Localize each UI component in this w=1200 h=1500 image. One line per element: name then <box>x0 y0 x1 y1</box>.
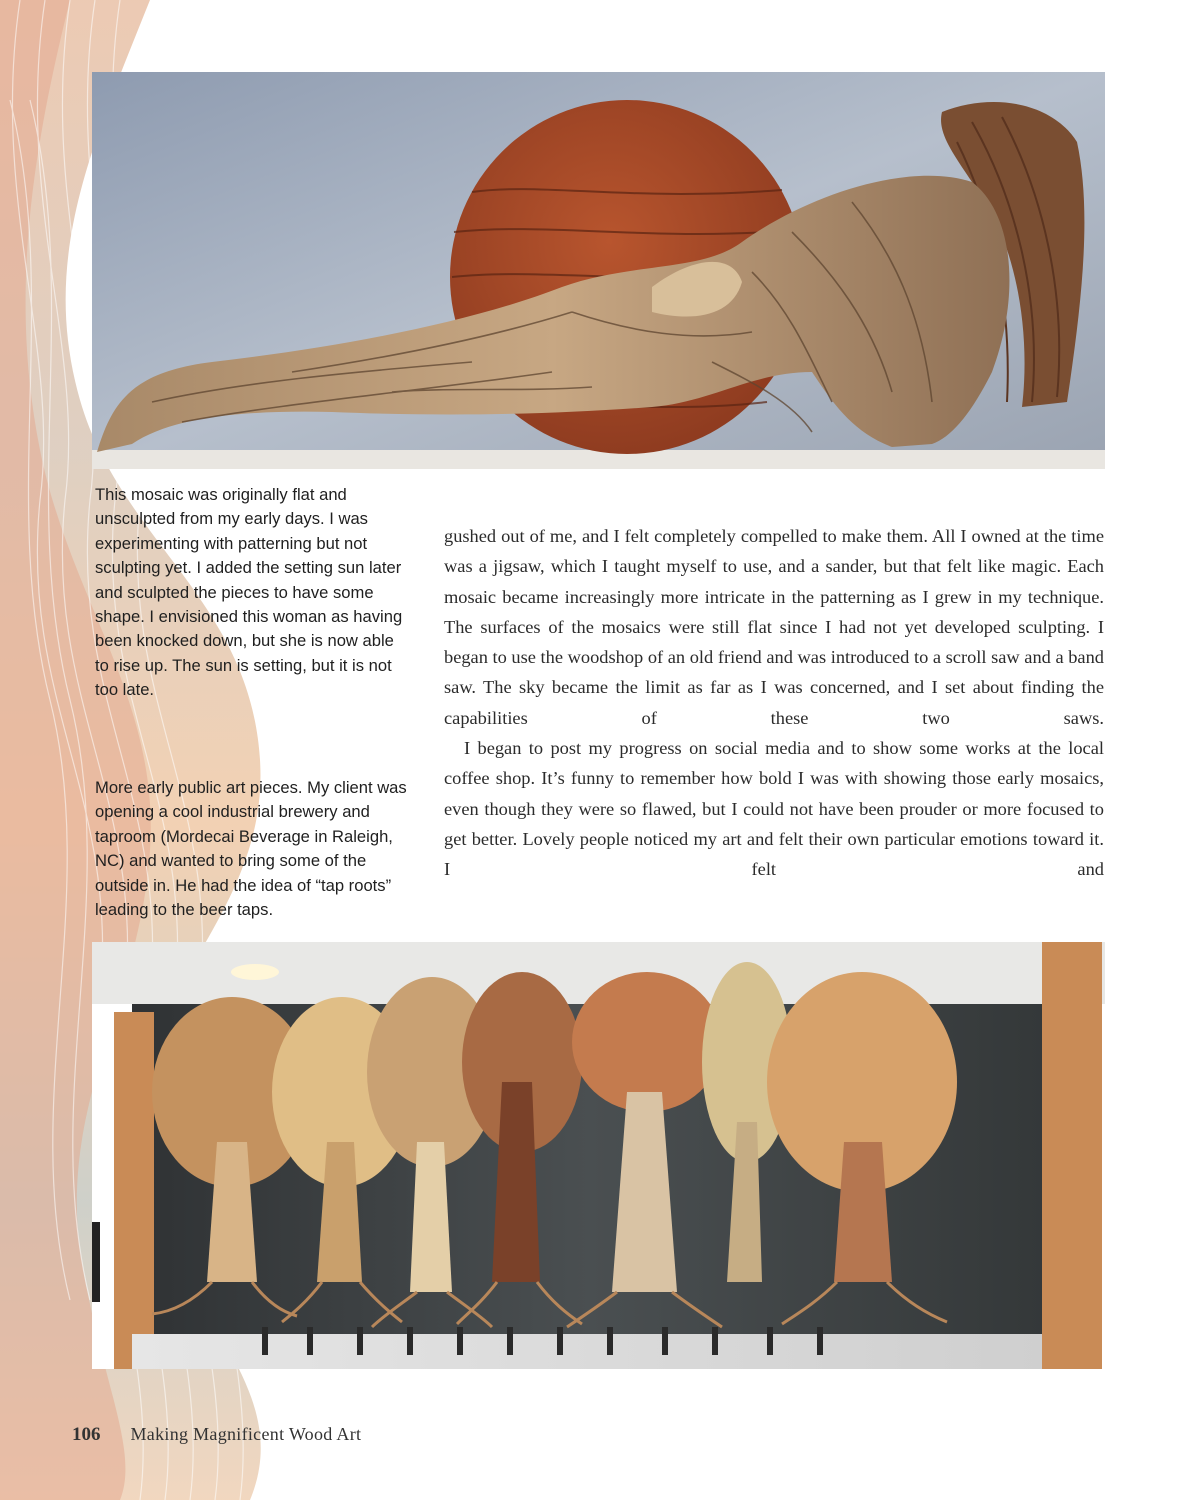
book-title: Making Magnificent Wood Art <box>130 1424 362 1444</box>
body-text <box>444 521 1104 885</box>
page-footer <box>72 1424 361 1446</box>
reclining-figure-mosaic-photo <box>92 72 1105 469</box>
body-paragraph-1: gushed out of me, and I felt completely compelled to make them. All I owned at the time was a jigsaw, which I taught myself to use, and a sander, but that felt like magic. Each mosaic became increasingly more intricate in the patterning as I grew in my technique. The surfaces of the mosaics were still flat since I had not yet developed sculpting. I began to use the woodshop of an old friend and was introduced to a scroll saw and a band saw. The sky became the limit as far as I was concerned, and I set about finding the capabilities of these two saws. <box>444 526 1104 728</box>
caption-brewery-trees: More early public art pieces. My client was opening a cool industrial brewery and taproom (Mordecai Beverage in Raleigh, NC) and wanted to bring some of the outside in. He had the idea of “tap roots” leading to the beer taps. <box>95 778 407 920</box>
tap-roots-trees-mural-photo <box>92 942 1105 1369</box>
page-number: 106 <box>72 1424 101 1445</box>
caption-reclining-figure: This mosaic was originally flat and unsculpted from my early days. I was experimenting with patterning but not sculpting yet. I added the setting sun later and sculpted the pieces to have some shape. I envisioned this woman as having been knocked down, but she is now able to rise up. The sun is setting, but it is not too late. <box>95 485 403 700</box>
body-paragraph-2: I began to post my progress on social media and to show some works at the local coffee shop. It’s funny to remember how bold I was with showing those early mosaics, even though they were so flawed, but I could not have been prouder or more focused to get better. Lovely people noticed my art and felt their own particular emotions toward it. I felt and <box>444 738 1104 880</box>
